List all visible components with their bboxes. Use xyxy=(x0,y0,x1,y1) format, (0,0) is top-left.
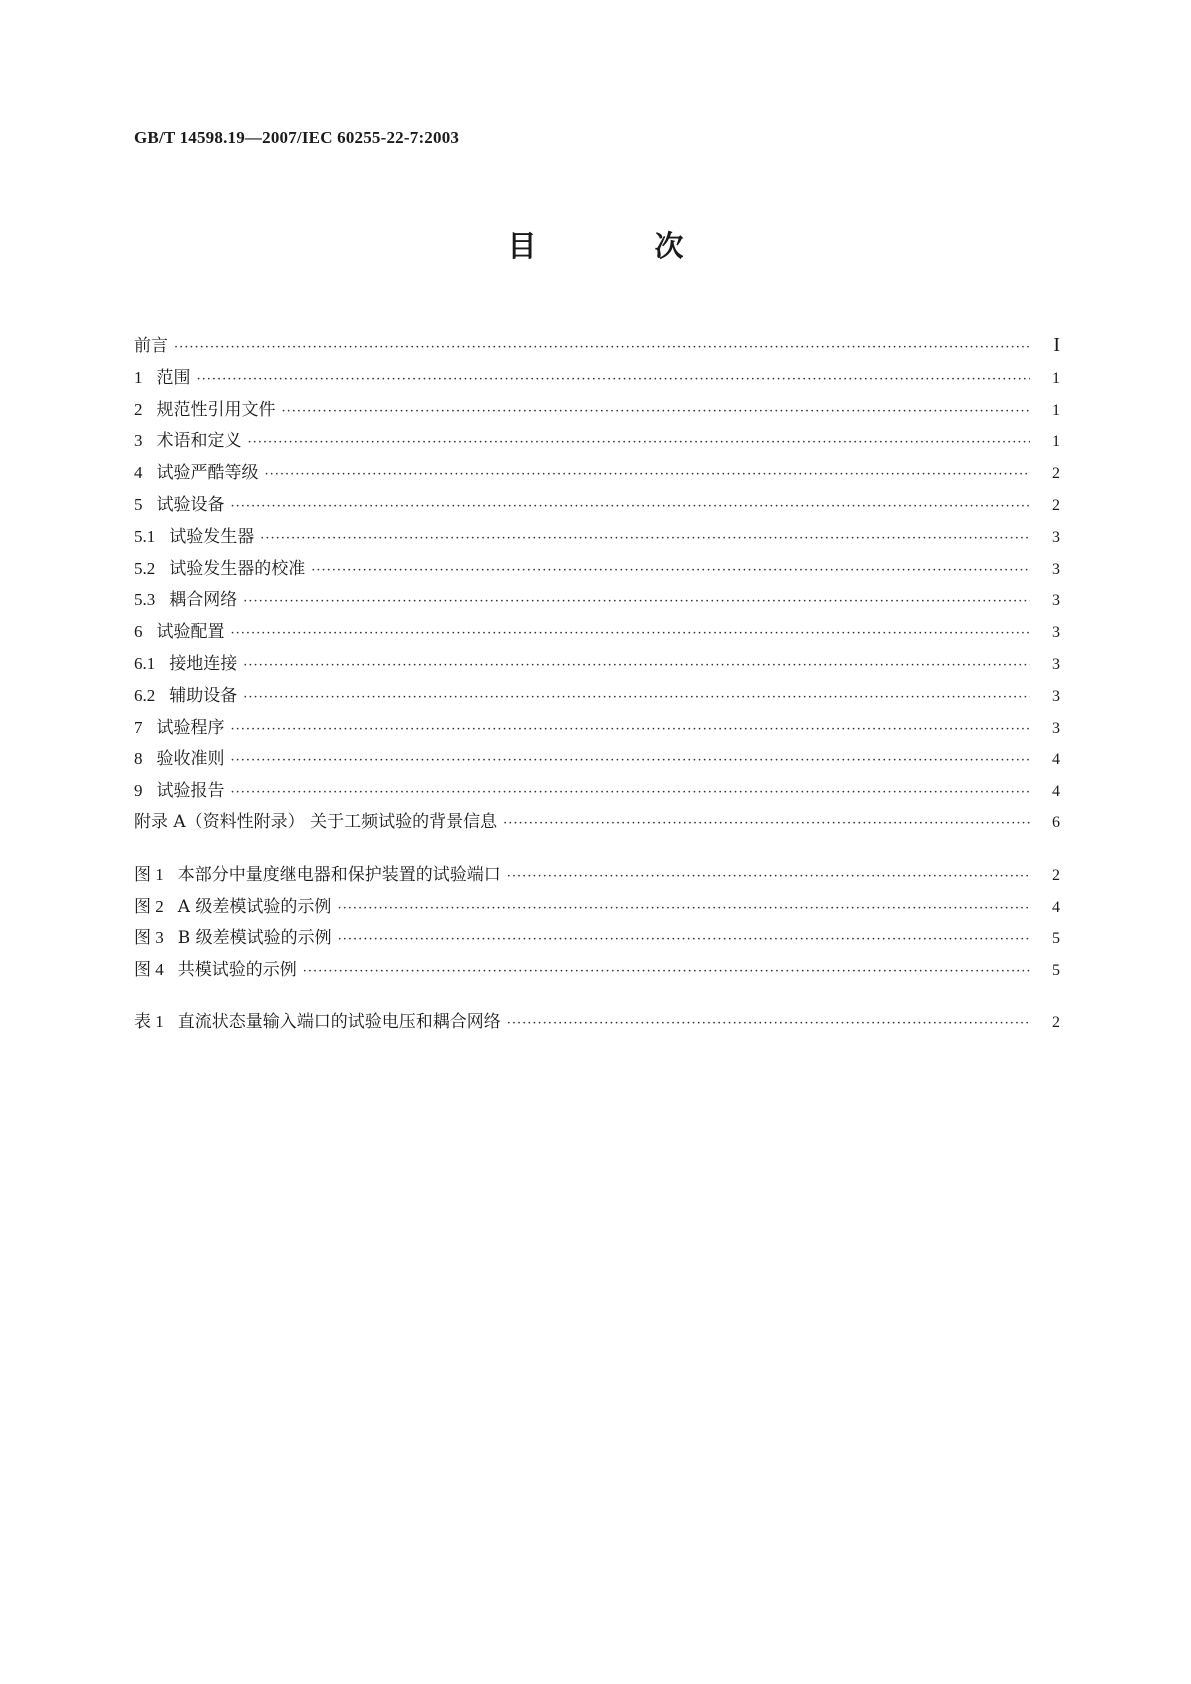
toc-entry[interactable] xyxy=(134,954,1060,986)
toc-leader-dots xyxy=(174,332,1030,364)
toc-entry[interactable] xyxy=(134,1006,1060,1038)
toc-entry-title xyxy=(134,584,243,617)
toc-entry-title xyxy=(134,457,265,490)
toc-page-number: 3 xyxy=(1052,528,1060,546)
toc-entry-number: 5.1 xyxy=(134,526,156,546)
toc-entry-number: 5.2 xyxy=(134,558,156,578)
toc-leader-dots xyxy=(243,682,1030,714)
toc-entry-title xyxy=(134,521,260,554)
toc-entry-number: 图 3 xyxy=(134,928,164,948)
toc-entry-label: B 级差模试验的示例 xyxy=(177,928,332,949)
toc-entry-title xyxy=(134,553,311,586)
toc-page-number: 2 xyxy=(1052,496,1060,514)
toc-leader-dots xyxy=(197,364,1031,396)
toc-leader-dots xyxy=(243,650,1030,682)
toc-entry[interactable] xyxy=(134,521,1060,553)
toc-leader-dots xyxy=(231,777,1031,809)
toc-leader-dots xyxy=(265,459,1031,491)
page-title: 目 次 xyxy=(507,229,738,263)
toc-leader-dots xyxy=(231,745,1031,777)
toc-entry-title xyxy=(134,394,282,427)
toc-entry-label: 辅助设备 xyxy=(169,685,238,706)
toc-entry-number: 图 2 xyxy=(134,896,164,916)
toc-leader-dots xyxy=(231,618,1031,650)
toc-entry-label: 范围 xyxy=(156,367,191,388)
toc-entry-label: 试验报告 xyxy=(156,781,225,802)
toc-entry[interactable] xyxy=(134,362,1060,394)
toc-entry-number: 图 1 xyxy=(134,864,164,884)
toc-page-number: 2 xyxy=(1052,1013,1060,1031)
toc-entry[interactable] xyxy=(134,553,1060,585)
toc-entry[interactable] xyxy=(134,489,1060,521)
toc-page-number: 3 xyxy=(1052,624,1060,642)
toc-entry-number: 4 xyxy=(134,463,143,483)
toc-entry[interactable] xyxy=(134,394,1060,426)
toc-entry-title xyxy=(134,425,248,458)
toc-entry-label: 前言 xyxy=(134,336,168,356)
toc-entry[interactable] xyxy=(134,680,1060,712)
toc-leader-dots xyxy=(248,427,1031,459)
toc-entry-number: 8 xyxy=(134,749,143,769)
toc-entry-title xyxy=(134,775,231,808)
toc-entry-title xyxy=(134,807,503,839)
toc-entry[interactable] xyxy=(134,807,1060,839)
toc-entry-number: 6 xyxy=(134,622,143,642)
toc-leader-dots xyxy=(507,1008,1030,1040)
toc-page-number: 4 xyxy=(1052,783,1060,801)
toc-entry-title xyxy=(134,743,231,776)
toc-page-number: 3 xyxy=(1052,687,1060,705)
toc-page-number: 5 xyxy=(1052,930,1060,948)
toc-entry[interactable] xyxy=(134,425,1060,457)
toc-entry-label: 试验发生器 xyxy=(169,526,255,547)
toc-entry-number: 5 xyxy=(134,494,143,514)
toc-entry-title xyxy=(134,712,231,745)
toc-sections xyxy=(134,330,1060,839)
toc-entry-number: 7 xyxy=(134,717,143,737)
toc-entry-label: 试验严酷等级 xyxy=(156,463,259,484)
table-of-contents xyxy=(134,330,1060,1038)
toc-leader-dots xyxy=(260,523,1030,555)
toc-entry-title xyxy=(134,648,243,681)
toc-page-number: 5 xyxy=(1052,962,1060,980)
toc-entry-label: 规范性引用文件 xyxy=(156,399,276,420)
toc-entry-label: 耦合网络 xyxy=(169,590,238,611)
toc-entry[interactable] xyxy=(134,859,1060,891)
toc-page-number: 1 xyxy=(1052,433,1060,451)
toc-entry-label: 共模试验的示例 xyxy=(177,960,297,981)
toc-entry-label: 本部分中量度继电器和保护装置的试验端口 xyxy=(177,864,501,885)
toc-page-number: 3 xyxy=(1052,719,1060,737)
toc-entry-number: 5.3 xyxy=(134,590,156,610)
toc-entry-label: 试验程序 xyxy=(156,717,225,738)
toc-entry-label: 术语和定义 xyxy=(156,431,242,452)
toc-entry-number: 2 xyxy=(134,399,143,419)
toc-leader-dots xyxy=(231,714,1031,746)
toc-leader-dots xyxy=(282,396,1031,428)
toc-entry-number: 表 1 xyxy=(134,1011,164,1031)
toc-entry-title xyxy=(134,954,303,987)
toc-figures xyxy=(134,859,1060,986)
toc-page-number: 1 xyxy=(1052,401,1060,419)
toc-entry-label: 接地连接 xyxy=(169,653,238,674)
toc-leader-dots xyxy=(311,555,1030,587)
toc-page-number: 6 xyxy=(1052,813,1060,831)
toc-entry-title xyxy=(134,891,337,924)
toc-entry[interactable] xyxy=(134,775,1060,807)
toc-entry-label: 试验设备 xyxy=(156,494,225,515)
toc-entry[interactable] xyxy=(134,743,1060,775)
toc-page-number: 4 xyxy=(1052,751,1060,769)
toc-page-number: I xyxy=(1053,334,1060,356)
toc-entry-label: 验收准则 xyxy=(156,749,225,770)
toc-entry-title xyxy=(134,680,243,713)
toc-leader-dots xyxy=(243,586,1030,618)
toc-entry-label: 附录 A（资料性附录） 关于工频试验的背景信息 xyxy=(134,811,498,832)
toc-entry-title xyxy=(134,362,197,395)
standard-code: GB/T 14598.19—2007/IEC 60255-22-7:2003 xyxy=(134,128,460,147)
toc-entry-title xyxy=(134,489,231,522)
toc-entry[interactable] xyxy=(134,584,1060,616)
toc-entry-label: 试验发生器的校准 xyxy=(169,558,306,579)
toc-leader-dots xyxy=(507,861,1030,893)
toc-page-number: 4 xyxy=(1052,898,1060,916)
toc-entry-number: 6.1 xyxy=(134,653,156,673)
toc-leader-dots xyxy=(337,893,1030,925)
toc-entry[interactable] xyxy=(134,330,1060,362)
toc-entry-label: 试验配置 xyxy=(156,622,225,643)
toc-entry-number: 6.2 xyxy=(134,685,156,705)
toc-leader-dots xyxy=(503,808,1030,840)
toc-entry-title xyxy=(134,922,338,955)
toc-entry-number: 图 4 xyxy=(134,960,164,980)
toc-entry-number: 1 xyxy=(134,367,143,387)
toc-leader-dots xyxy=(303,956,1030,988)
toc-page-number: 3 xyxy=(1052,655,1060,673)
toc-leader-dots xyxy=(231,491,1031,523)
toc-entry-title xyxy=(134,1006,507,1039)
toc-tables xyxy=(134,1006,1060,1038)
toc-entry[interactable] xyxy=(134,712,1060,744)
toc-entry[interactable] xyxy=(134,648,1060,680)
toc-entry-number: 3 xyxy=(134,431,143,451)
toc-entry-label: A 级差模试验的示例 xyxy=(177,896,332,917)
toc-entry[interactable] xyxy=(134,616,1060,648)
toc-entry-title xyxy=(134,616,231,649)
toc-entry-title xyxy=(134,859,507,892)
toc-entry-label: 直流状态量输入端口的试验电压和耦合网络 xyxy=(177,1011,501,1032)
toc-entry[interactable] xyxy=(134,922,1060,954)
toc-page-number: 2 xyxy=(1052,465,1060,483)
toc-entry[interactable] xyxy=(134,891,1060,923)
toc-page-number: 3 xyxy=(1052,592,1060,610)
toc-entry-number: 9 xyxy=(134,781,143,801)
toc-page-number: 2 xyxy=(1052,866,1060,884)
toc-page-number: 1 xyxy=(1052,369,1060,387)
toc-leader-dots xyxy=(338,924,1030,956)
toc-entry[interactable] xyxy=(134,457,1060,489)
toc-entry-title xyxy=(134,331,174,363)
toc-page-number: 3 xyxy=(1052,560,1060,578)
